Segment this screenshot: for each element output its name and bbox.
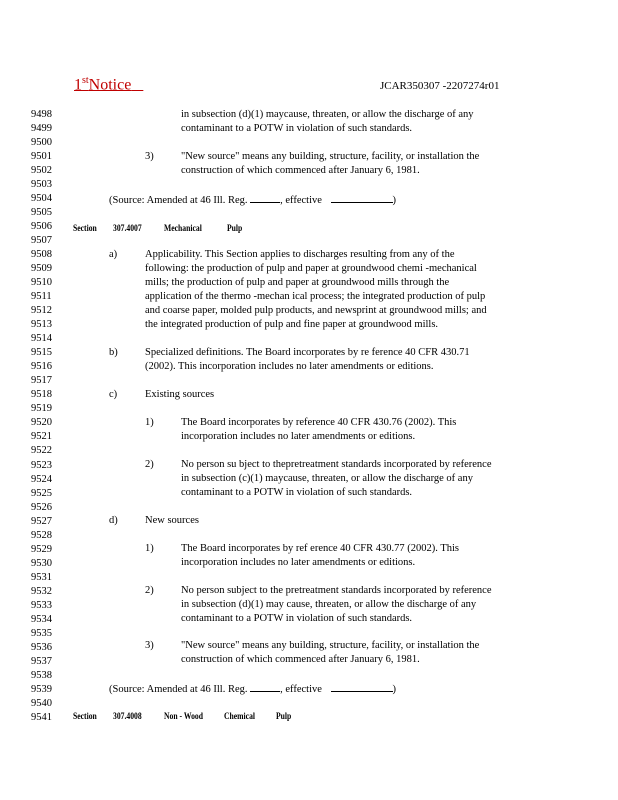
- text-line-9530: incorporation includes no later amendments or editions.: [181, 557, 416, 568]
- effective-blank-2: [331, 682, 393, 692]
- section-number-2: 307.4008: [113, 711, 142, 721]
- item-number-9523: 2): [145, 459, 154, 470]
- line-number: 9502: [31, 165, 52, 177]
- line-number: 9500: [31, 137, 52, 149]
- notice-superscript: st: [82, 75, 89, 86]
- line-number: 9511: [31, 291, 52, 303]
- source-note-close-2: ): [392, 684, 397, 695]
- reg-blank: [250, 193, 280, 203]
- item-number-9501: 3): [145, 151, 154, 162]
- source-note: [109, 193, 396, 207]
- source-note-close: ): [392, 195, 397, 206]
- line-number: 9540: [31, 697, 52, 709]
- line-number: 9507: [31, 235, 52, 247]
- line-number: 9512: [31, 305, 52, 317]
- line-number: 9527: [31, 515, 52, 527]
- line-number: 9506: [31, 221, 52, 233]
- line-number: 9501: [31, 151, 52, 163]
- text-line-9518: Existing sources: [145, 389, 215, 400]
- effective-label: , effective: [280, 195, 322, 206]
- line-number: 9521: [31, 431, 52, 443]
- text-line-9498: in subsection (d)(1) maycause, threaten, or allow the discharge of any: [181, 109, 474, 120]
- section-title-2-word-1: Non - Wood: [164, 711, 203, 721]
- line-number: 9524: [31, 473, 52, 485]
- line-number: 9537: [31, 655, 52, 667]
- text-line-9523: No person su bject to thepretreatment standards incorporated by reference: [181, 459, 492, 470]
- section-number: 307.4007: [113, 223, 142, 233]
- line-number: 9514: [31, 333, 52, 345]
- line-number: 9528: [31, 529, 52, 541]
- text-line-9501: "New source" means any building, structure, facility, or installation the: [181, 151, 480, 162]
- line-number: 9530: [31, 557, 52, 569]
- line-number: 9529: [31, 543, 52, 555]
- text-line-9532: No person subject to the pretreatment standards incorporated by reference: [181, 585, 492, 596]
- text-line-9521: incorporation includes no later amendments or editions.: [181, 431, 416, 442]
- line-number: 9513: [31, 319, 52, 331]
- text-line-9515: Specialized definitions. The Board incorporates by re ference 40 CFR 430.71: [145, 347, 470, 358]
- line-number: 9503: [31, 179, 52, 191]
- line-number: 9522: [31, 445, 52, 457]
- section-title-2-word-2: Chemical: [224, 711, 256, 721]
- reg-blank-2: [250, 682, 280, 692]
- text-line-9516: (2002). This incorporation includes no later amendments or editions.: [145, 361, 434, 372]
- line-number: 9531: [31, 571, 52, 583]
- line-number: 9498: [31, 109, 52, 120]
- item-number-9520: 1): [145, 417, 154, 428]
- line-number: 9525: [31, 487, 52, 499]
- text-line-9502: construction of which commenced after January 6, 1981.: [181, 165, 420, 176]
- text-line-9508: Applicability. This Section applies to discharges resulting from any of the: [145, 249, 455, 260]
- line-number: 9508: [31, 249, 52, 261]
- source-note-text-2: (Source: Amended at 46 Ill. Reg.: [109, 684, 248, 695]
- line-number: 9534: [31, 613, 52, 625]
- text-line-9533: in subsection (d)(1) may cause, threaten, or allow the discharge of any: [181, 599, 477, 610]
- line-number: 9504: [31, 193, 52, 205]
- text-line-9510: mills; the production of pulp and paper at groundwood mills through the: [145, 277, 450, 288]
- section-title-word-2: Pulp: [227, 223, 243, 233]
- line-number: 9517: [31, 375, 52, 387]
- line-number: 9509: [31, 263, 52, 275]
- text-line-9509: following: the production of pulp and paper at groundwood chemi -mechanical: [145, 263, 477, 274]
- subsection-d-label: d): [109, 515, 118, 526]
- source-note-text: (Source: Amended at 46 Ill. Reg.: [109, 195, 248, 206]
- text-line-9520: The Board incorporates by reference 40 CFR 430.76 (2002). This: [181, 417, 457, 428]
- text-line-9513: the integrated production of pulp and fine paper at groundwood mills.: [145, 319, 439, 330]
- line-number: 9518: [31, 389, 52, 401]
- line-number: 9516: [31, 361, 52, 373]
- line-number: 9526: [31, 501, 52, 513]
- text-line-9536: "New source" means any building, structure, facility, or installation the: [181, 640, 480, 651]
- line-number: 9535: [31, 627, 52, 639]
- text-line-9527: New sources: [145, 515, 199, 526]
- document-id: JCAR350307 -2207274r01: [380, 80, 500, 92]
- line-number: 9539: [31, 683, 52, 695]
- text-line-9534: contaminant to a POTW in violation of such standards.: [181, 613, 413, 624]
- line-number: 9520: [31, 417, 52, 429]
- text-line-9512: and coarse paper, molded pulp products, and newsprint at groundwood mills; and: [145, 305, 487, 316]
- item-number-9532: 2): [145, 585, 154, 596]
- notice-number: 1: [74, 76, 82, 94]
- item-number-9529: 1): [145, 543, 154, 554]
- effective-blank: [331, 193, 393, 203]
- text-line-9511: application of the thermo -mechan ical process; the integrated production of pulp: [145, 291, 486, 302]
- line-number: 9541: [31, 711, 52, 723]
- section-title-2-word-3: Pulp: [276, 711, 292, 721]
- notice-word: Notice: [88, 76, 132, 94]
- notice-label: [74, 75, 143, 94]
- line-number: 9538: [31, 669, 52, 681]
- line-number: 9519: [31, 403, 52, 415]
- subsection-b-label: b): [109, 347, 118, 358]
- text-line-9529: The Board incorporates by ref erence 40 CFR 430.77 (2002). This: [181, 543, 459, 554]
- line-number: 9536: [31, 641, 52, 653]
- section-title-word-1: Mechanical: [164, 223, 202, 233]
- text-line-9499: contaminant to a POTW in violation of such standards.: [181, 123, 413, 134]
- line-number: 9533: [31, 599, 52, 611]
- line-number: 9505: [31, 207, 52, 219]
- text-line-9525: contaminant to a POTW in violation of such standards.: [181, 487, 413, 498]
- item-number-9536: 3): [145, 640, 154, 651]
- line-number: 9532: [31, 585, 52, 597]
- line-number: 9510: [31, 277, 52, 289]
- section-label-2: Section: [73, 711, 97, 721]
- line-number: 9523: [31, 459, 52, 471]
- section-label: Section: [73, 223, 97, 233]
- line-number: 9499: [31, 123, 52, 135]
- text-line-9537: construction of which commenced after January 6, 1981.: [181, 654, 420, 665]
- effective-label-2: , effective: [280, 684, 322, 695]
- subsection-c-label: c): [109, 389, 118, 400]
- source-note-2: [109, 682, 396, 696]
- subsection-a-label: a): [109, 249, 118, 260]
- text-line-9524: in subsection (c)(1) maycause, threaten, or allow the discharge of any: [181, 473, 473, 484]
- line-number: 9515: [31, 347, 52, 359]
